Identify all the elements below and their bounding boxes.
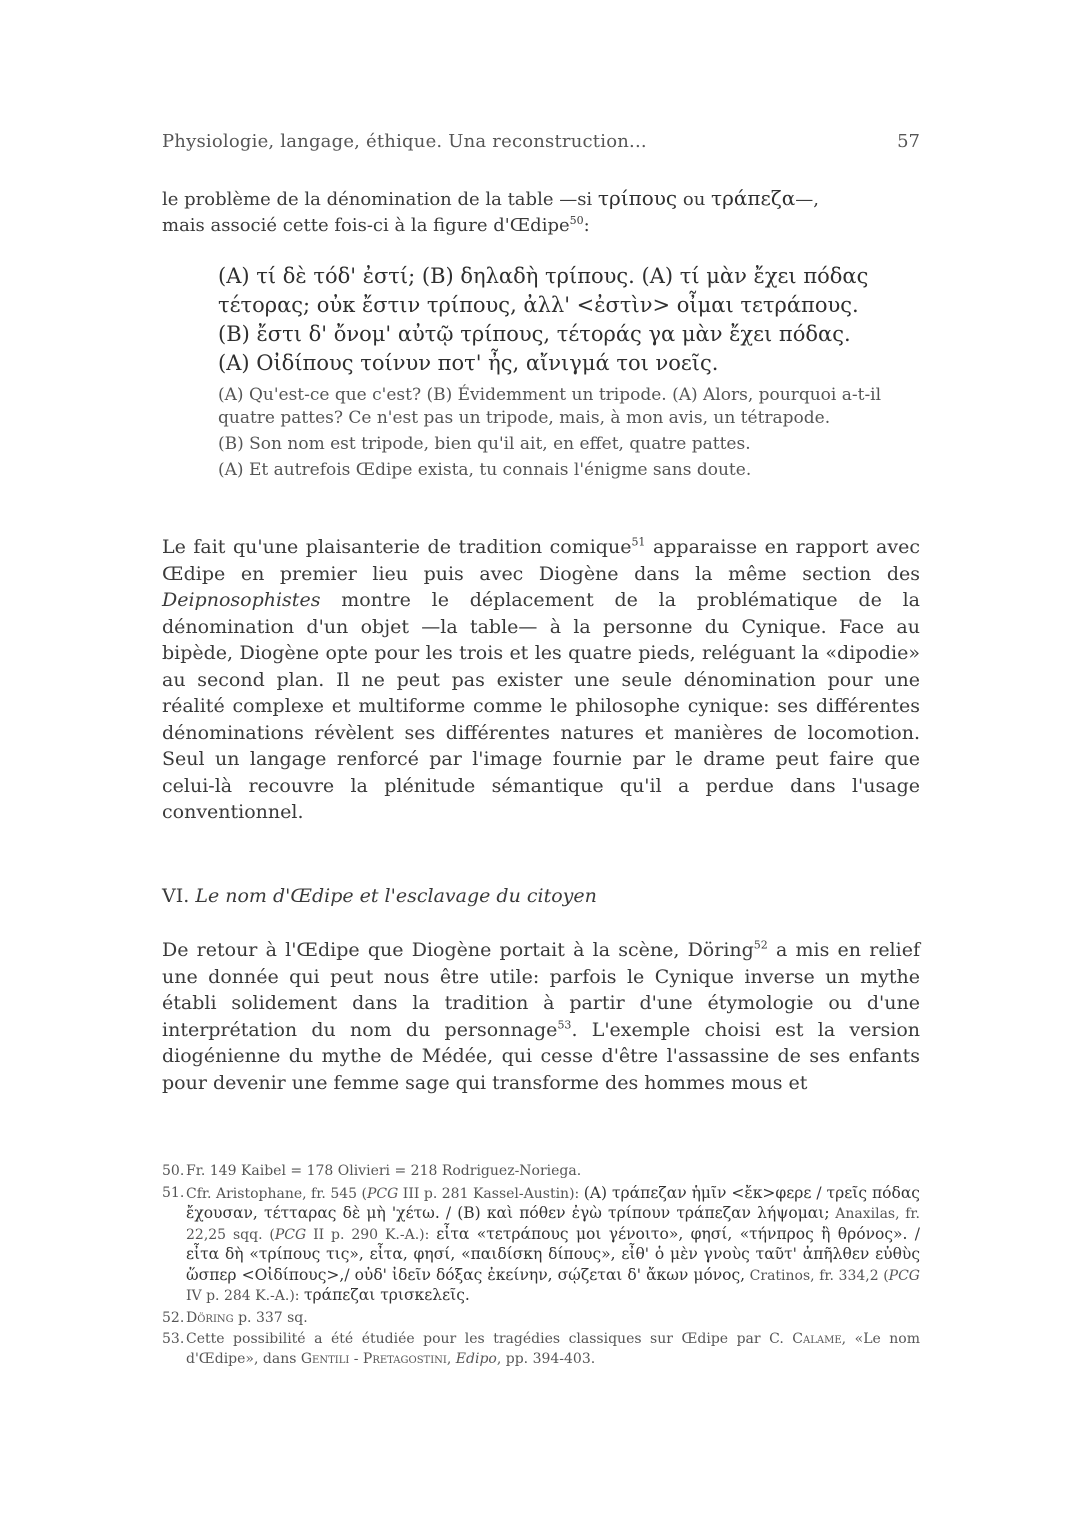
- footnote-52: [162, 1309, 920, 1329]
- footnotes: [162, 1162, 920, 1371]
- footnote-51: [162, 1184, 920, 1307]
- para1-text-a: Le fait qu'une plaisanterie de tradition comique: [162, 536, 632, 558]
- greek-line: (B) ἔστι δ' ὄνομ' αὐτῷ τρίπους, τέτοράς γα μὰν ἔχει πόδας.: [218, 322, 851, 346]
- fn51-pcg: PCG: [888, 1267, 920, 1284]
- greek-tripous: τρίπους: [597, 186, 678, 210]
- fn51-d: II p. 290 K.-A.):: [306, 1226, 437, 1243]
- intro-text: [162, 184, 920, 239]
- para1-text-c: montre le déplacement de la problématique de la dénomination d'un objet —la table— à la personne du Cynique. Face au bipède, Diogène opte pour les trois et les quatre pieds, reléguant la «dipodie» au second plan. Il ne peut pas exister une seule dénomination pour une réalité complexe et multiforme comme le philosophe cynique: ses différentes dénominations révèlent ses différentes natures et manières de locomotion. Seul un langage renforcé par l'image fournie par le drame peut faire que celui-là recouvre la plénitude sémantique qu'il a perdue dans l'usage conventionnel.: [162, 589, 920, 823]
- fn52-text: p. 337 sq.: [233, 1309, 308, 1326]
- translation-line: (A) Et autrefois Œdipe exista, tu connais l'énigme sans doute.: [218, 460, 752, 480]
- paragraph-2: [162, 937, 920, 1096]
- book-title: Deipnosophistes: [162, 589, 321, 611]
- fn53-c: ,: [446, 1350, 456, 1367]
- greek-line: (A) Οἰδίπους τοίνυν ποτ' ἦς, αἴνιγμά τοι νοεῖς.: [218, 351, 719, 375]
- author-name: C. Calame: [769, 1331, 842, 1347]
- para2-text-a: De retour à l'Œdipe que Diogène portait à la scène, Döring: [162, 939, 754, 961]
- footnote-number: 52.: [162, 1309, 185, 1326]
- running-title: Physiologie, langage, éthique. Una reconstruction...: [162, 131, 647, 152]
- intro-line2: mais associé cette fois-ci à la figure d'Œdipe: [162, 215, 570, 236]
- fn53-a: Cette possibilité a été étudiée pour les tragédies classiques sur Œdipe par: [186, 1331, 770, 1347]
- footnote-text: [186, 1183, 920, 1305]
- fn51-pcg: PCG: [367, 1185, 399, 1202]
- author-name: Döring: [186, 1309, 234, 1326]
- greek-line: (A) τί δὲ τόδ' ἐστί; (B) δηλαδὴ τρίπους. (A) τί μὰν ἔχει πόδας: [218, 264, 869, 288]
- running-header: [162, 131, 920, 159]
- footnote-50: [162, 1162, 920, 1182]
- footnote-ref-52[interactable]: 52: [753, 938, 768, 952]
- fn51-pcg: PCG: [274, 1226, 307, 1243]
- fn53-b: , «Le nom d'Œdipe», dans: [186, 1331, 921, 1367]
- footnote-number: 50.: [162, 1163, 185, 1179]
- intro-line2-end: :: [583, 215, 590, 236]
- fn51-f: IV p. 284 K.-A.):: [186, 1288, 304, 1304]
- footnote-number: 51.: [162, 1184, 185, 1201]
- book-title: Edipo: [455, 1350, 497, 1367]
- intro-or: ou: [677, 189, 712, 210]
- translation-line: (A) Qu'est-ce que c'est? (B) Évidemment un tripode. (A) Alors, pourquoi a-t-il quatre pattes? Ce n'est pas un tripode, mais, à mon avis, un tétrapode.: [218, 385, 882, 428]
- fn53-d: , pp. 394-403.: [496, 1350, 596, 1367]
- paragraph-1: [162, 534, 920, 826]
- footnote-ref-53[interactable]: 53: [557, 1018, 572, 1032]
- footnote-ref-51[interactable]: 51: [631, 535, 646, 549]
- footnote-53: [162, 1330, 920, 1369]
- fn51-c: Anaxilas, fr. 22,25 sqq. (: [186, 1206, 920, 1243]
- page-number: 57: [897, 131, 920, 152]
- fn51-e: Cratinos, fr. 334,2 (: [745, 1267, 889, 1284]
- para2-text-c: . L'exemple choisi est la version diogénienne du mythe de Médée, qui cesse d'être l'assassine de ses enfants pour devenir une femme sage qui transforme des hommes mous et: [162, 1018, 921, 1094]
- para1-text-b: apparaisse en rapport avec Œdipe en premier lieu puis avec Diogène dans la même section des: [162, 536, 920, 585]
- author-name: Gentili - Pretagostini: [300, 1350, 447, 1367]
- fn51-b: III p. 281 Kassel-Austin):: [398, 1185, 584, 1202]
- footnote-text: [186, 1310, 308, 1326]
- footnote-text: [186, 1331, 920, 1367]
- greek-quote: [218, 262, 918, 378]
- translation-line: (B) Son nom est tripode, bien qu'il ait, en effet, quatre pattes.: [218, 434, 751, 454]
- block-quote: [218, 262, 918, 485]
- para2-text-b: a mis en relief une donnée qui peut nous être utile: parfois le Cynique inverse un mythe établi solidement dans la tradition à partir d'une étymologie ou d'une interprétation du nom du personnage: [162, 939, 920, 1041]
- section-title: Le nom d'Œdipe et l'esclavage du citoyen: [195, 885, 597, 907]
- footnote-text: Fr. 149 Kaibel = 178 Olivieri = 218 Rodriguez-Noriega.: [186, 1163, 582, 1179]
- intro-line1-end: —,: [795, 189, 819, 210]
- section-number: VI.: [162, 885, 190, 907]
- footnote-ref-50[interactable]: 50: [569, 214, 584, 227]
- greek-trapeza: τράπεζα: [711, 186, 796, 210]
- section-heading: [162, 885, 920, 907]
- intro-before: le problème de la dénomination de la table —si: [162, 189, 598, 210]
- footnote-number: 53.: [162, 1331, 185, 1347]
- quote-translation: [218, 384, 918, 482]
- fn51-greek-cratinos: τράπεζαι τρισκελεῖς.: [303, 1286, 470, 1304]
- fn51-greek-anaxilas: εἶτα «τετράπους μοι γένοιτο», φησί, «τήνπρος ἢ θρόνος». / εἶτα δὴ «τρίπους τις», εἶτα, φησί, «παιδίσκη δίπους», εἶθ' ὁ μὲν γνοὺς ταῦτ' ἀπῆλθεν εὐθὺς ὥσπερ <Οἰδίπους>,/ οὐδ' ἰδεῖν δόξας ἐκείνην, σῴζεται δ' ἄκων μόνος,: [186, 1224, 920, 1284]
- fn51-a: Cfr. Aristophane, fr. 545 (: [186, 1185, 367, 1202]
- greek-line: τέτορας; οὐκ ἔστιν τρίπους, ἀλλ' <ἐστὶν> οἶμαι τετράπους.: [218, 293, 859, 317]
- fn51-greek-aristophane: (A) τράπεζαν ἡμῖν <ἔκ>φερε / τρεῖς πόδας ἔχουσαν, τέτταρας δὲ μὴ 'χέτω. / (B) καὶ πόθεν ἐγὼ τρίπουν τράπεζαν λήψομαι;: [186, 1183, 920, 1222]
